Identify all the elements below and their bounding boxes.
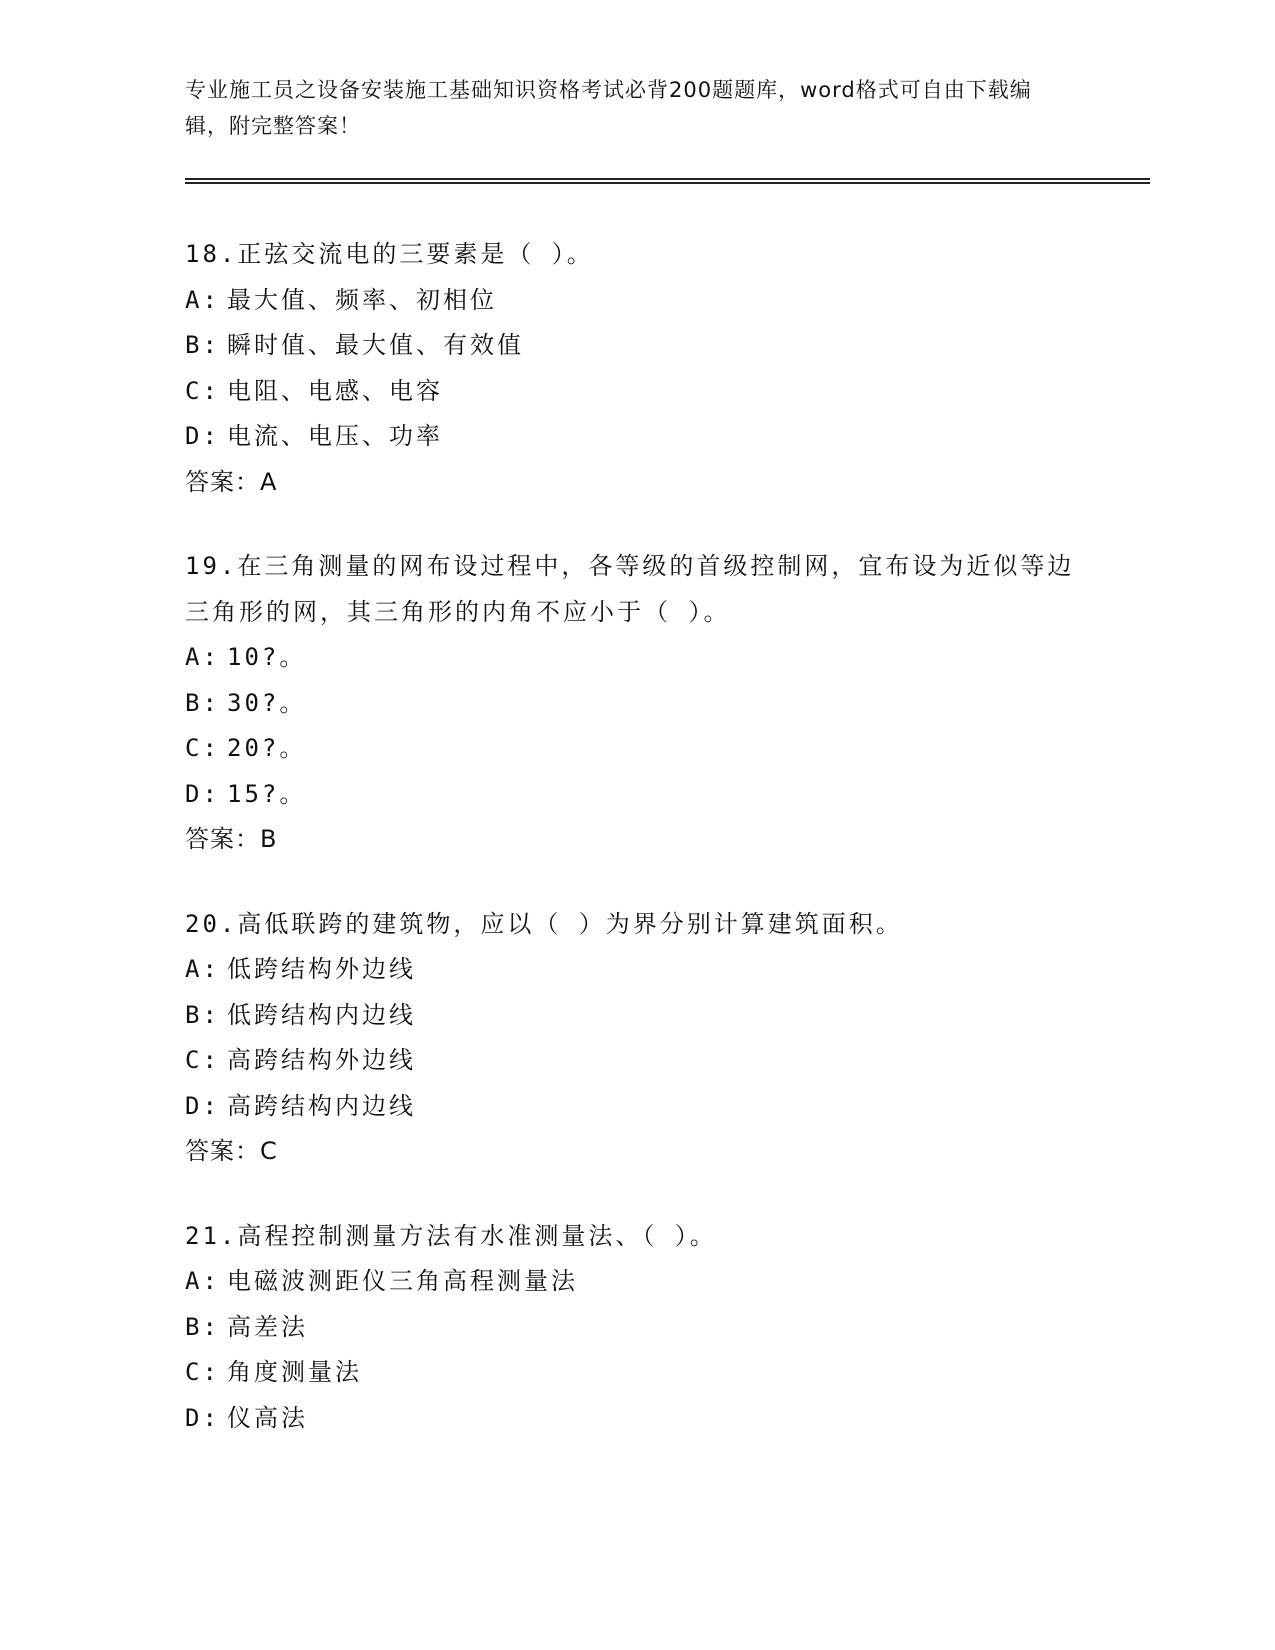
option-text: 高差法 xyxy=(227,1312,308,1341)
option-a xyxy=(185,635,1085,681)
option-b xyxy=(185,993,1085,1039)
option-d xyxy=(185,1396,1085,1442)
question-stem: 20.高低联跨的建筑物，应以（ ）为界分别计算建筑面积。 xyxy=(185,909,903,938)
option-letter: A: xyxy=(185,643,220,671)
question-stem: 18.正弦交流电的三要素是（ ）。 xyxy=(185,240,594,268)
option-text: 电流、电压、功率 xyxy=(227,422,443,450)
option-c xyxy=(185,1350,1085,1396)
answer-line: 答案：A xyxy=(185,467,278,496)
option-text: 低跨结构外边线 xyxy=(227,955,416,983)
option-letter: B: xyxy=(185,331,220,359)
option-text: 高跨结构外边线 xyxy=(227,1046,416,1074)
header-rule-bottom xyxy=(185,182,1150,184)
option-letter: B: xyxy=(185,688,220,717)
option-letter: A: xyxy=(185,285,220,314)
option-letter: C: xyxy=(185,376,220,405)
document-header: 专业施工员之设备安装施工基础知识资格考试必背200题题库，word格式可自由下载编辑，附完整答案！ xyxy=(185,78,1032,138)
option-a xyxy=(185,1259,1085,1305)
question-stem: 19.在三角测量的网布设过程中，各等级的首级控制网，宜布设为近似等边三角形的网，其三角形的内角不应小于（ ）。 xyxy=(185,552,1075,626)
option-text: 瞬时值、最大值、有效值 xyxy=(227,331,524,359)
question-19 xyxy=(185,544,1085,863)
option-text: 30?。 xyxy=(227,688,307,717)
option-d xyxy=(185,772,1085,818)
option-b xyxy=(185,323,1085,369)
question-21 xyxy=(185,1214,1085,1442)
option-text: 20?。 xyxy=(227,734,307,762)
option-d xyxy=(185,1084,1085,1130)
option-c xyxy=(185,1038,1085,1084)
option-d xyxy=(185,414,1085,460)
option-letter: A: xyxy=(185,955,220,983)
option-text: 15?。 xyxy=(227,779,307,808)
option-text: 高跨结构内边线 xyxy=(227,1091,416,1120)
question-20 xyxy=(185,902,1085,1175)
option-letter: D: xyxy=(185,779,220,808)
answer-line: 答案：C xyxy=(185,1137,278,1165)
option-letter: C: xyxy=(185,734,220,762)
option-text: 仪高法 xyxy=(227,1403,308,1432)
question-stem: 21.高程控制测量方法有水准测量法、（ ）。 xyxy=(185,1221,717,1250)
option-letter: D: xyxy=(185,1091,220,1120)
option-letter: C: xyxy=(185,1046,220,1074)
option-text: 最大值、频率、初相位 xyxy=(227,285,497,314)
option-letter: C: xyxy=(185,1358,220,1386)
header-rule-top xyxy=(185,178,1150,180)
option-letter: D: xyxy=(185,422,220,450)
option-text: 低跨结构内边线 xyxy=(227,1000,416,1029)
option-text: 电阻、电感、电容 xyxy=(227,376,443,405)
question-list xyxy=(185,232,1085,1480)
option-b xyxy=(185,681,1085,727)
option-letter: B: xyxy=(185,1312,220,1341)
option-text: 10?。 xyxy=(227,643,307,671)
option-a xyxy=(185,947,1085,993)
option-c xyxy=(185,369,1085,415)
option-letter: D: xyxy=(185,1403,220,1432)
option-text: 电磁波测距仪三角高程测量法 xyxy=(227,1267,578,1295)
option-c xyxy=(185,726,1085,772)
option-a xyxy=(185,278,1085,324)
option-letter: A: xyxy=(185,1267,220,1295)
question-18 xyxy=(185,232,1085,505)
option-letter: B: xyxy=(185,1000,220,1029)
option-text: 角度测量法 xyxy=(227,1358,362,1386)
option-b xyxy=(185,1305,1085,1351)
answer-line: 答案：B xyxy=(185,825,278,853)
